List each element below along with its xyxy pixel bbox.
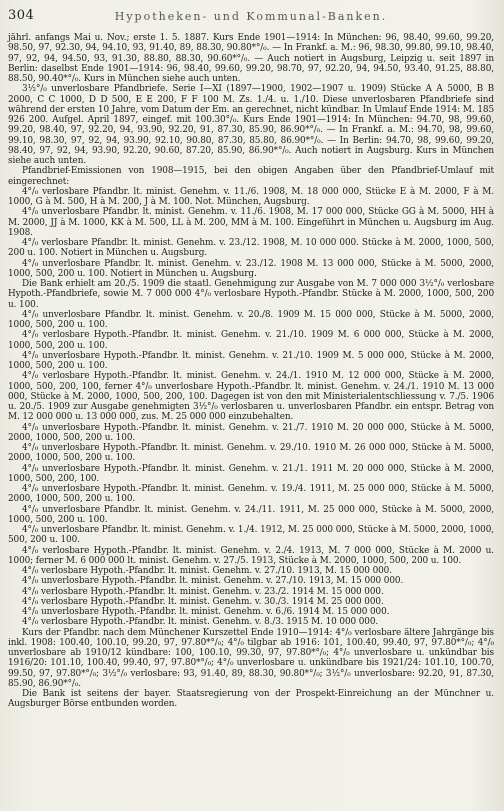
page-number: 304 [8, 8, 35, 23]
paragraph: Die Bank erhielt am 20./5. 1909 die staatl. Genehmigung zur Ausgabe von M. 7 000 000 3½°/₀ verlosbare Hypoth.-Pfandbriefe, sowie M. 7 000 000 4°/₀ verlosbare Hypoth.-Pfandbr. Stücke à M. 2000, 1000, 500, 200 u. 100. [8, 279, 494, 310]
paragraph: 4°/₀ unverlosbare Hypoth.-Pfandbr. lt. minist. Genehm. v. 6./6. 1914 M. 15 000 000. [22, 607, 390, 617]
paragraph: 4°/₀ verlosbare Hypoth.-Pfandbr. lt. minist. Genehm. v. 24./1. 1910 M. 12 000 000, Stücke à M. 2000, 1000, 500, 200, 100, ferner 4°/₀ unverlosbare Hypoth.-Pfandbr. lt. minist. Genehm. v. 24./1. 1910 M. 13 000 000, Stücke à M. 2000, 1000, 500, 200, 100. Dagegen ist von den mit Ministerialentschliessung v. 7./5. 1906 u. 20./5. 1909 zur Ausgabe genehmigten 3½°/₀ verlosbaren u. unverlosbaren Pfandbr. ein entspr. Betrag von M. 12 000 000 u. 13 000 000, zus. M. 25 000 000 einzubehalten. [8, 371, 494, 423]
paragraph: 4°/₀ unverlosbare Hypoth.-Pfandbr. lt. minist. Genehm. v. 21./10. 1909 M. 5 000 000, Stücke à M. 2000, 1000, 500, 200 u. 100. [8, 350, 494, 371]
paragraph: Kurs der Pfandbr. nach dem Münchener Kurszettel Ende 1910—1914: 4°/₀ verlosbare ältere Jahrgänge bis inkl. 1908: 100.40, 100.10, 99.20, 97, 97.80*°/₀; 4°/₀ tilgbar ab 1916: 101, 100.40, 99.40, 97, 97.80*°/₀; 4°/₀ unverlosbare ab 1910/12 kündbare: 100, 100.10, 99.30, 97, 97.80*°/₀; 4°/₀ unverlosbare u. unkündbar bis 1916/20: 101.10, 100.40, 99.40, 97, 97.80*°/₀; 4°/₀ unverlosbare u. unkündbare bis 1921/24: 101.10, 100.70, 99.50, 97, 97.80*°/₀; 3½°/₀ verlosbare: 93, 91.40, 89, 88.30, 90.80*°/₀; 3½°/₀ unverlosbare: 92.20, 91, 87.30, 85.90, 86.90*°/₀. [8, 627, 494, 689]
paragraph: 4°/₀ unverlosbare Hypoth.-Pfandbr. lt. minist. Genehm. v. 21./7. 1910 M. 20 000 000, Stücke à M. 5000, 2000, 1000, 500, 200 u. 100. [8, 422, 494, 443]
paragraph: 4°/₀ verlosbare Hypoth.-Pfandbr. lt. minist. Genehm. v. 30./3. 1914 M. 25 000 000. [22, 596, 384, 607]
paragraph: Pfandbrief-Emissionen von 1908—1915, bei den obigen Angaben über den Pfandbrief-Umlauf mit eingerechnet: [8, 166, 494, 187]
paragraph: 3½°/₀ unverlosbare Pfandbriefe. Serie I—XI (1897—1900, 1902—1907 u. 1909) Stücke A A 5000, B B 2000, C C 1000, D D 500, E E 200, F F 100 M. Zs. 1./4. u. 1./10. Diese unverlosbaren Pfandbriefe sind während der ersten 10 Jahre, vom Datum der Em. an gerechnet, nicht kündbar. In Umlauf Ende 1914: M. 185 926 200. Aufgel. April 1897, eingef. mit 100.30°/₀. Kurs Ende 1901—1914: In München: 94.70, 98, 99.60, 99.20, 98.40, 97, 92.20, 94, 93.90, 92.20, 91, 87.30, 85.90, 86.90*°/₀. — In Frankf. a. M.: 94.70, 98, 99.60, 99.10, 98.30, 97, 92, 94, 93.90, 92.10, 90.80, 87.30, 85.80, 86.90*°/₀. — In Berlin: 94.70, 98, 99.60, 99.20, 98.40, 97, 92, 94, 93.90, 92.20, 90.60, 87.20, 85.90, 86.90*°/₀. Auch notiert in Augsburg. Kurs in München siehe auch unten. [8, 84, 494, 166]
paragraph: 4°/₀ unverlosbare Hypoth.-Pfandbr. lt. minist. Genehm. v. 19./4. 1911, M. 25 000 000, Stücke à M. 5000, 2000, 1000, 500, 200 u. 100. [8, 484, 494, 505]
page-header [8, 8, 494, 28]
paragraph: jährl. anfangs Mai u. Nov.; erste 1. 5. 1887. Kurs Ende 1901—1914: In München: 96, 98.40, 99.60, 99.20, 98.50, 97, 92.30, 94, 94.10, 93, 91.40, 89, 88.30, 90.80*°/₀. — In Frankf. a. M.: 96, 98.30, 99.80, 99.10, 98.40, 97, 92, 94, 94.50, 93, 91.30, 88.80, 88.30, 90.60*°/₀. — Auch notiert in Augsburg, Leipzig u. seit 1897 in Berlin: daselbst Ende 1901—1914: 96, 98.40, 99.60, 99.20, 98.70, 97, 92.20, 94, 94.50, 93.40, 91.25, 88.80, 88.50, 90.40*°/₀. Kurs in München siehe auch unten. [8, 33, 494, 84]
paragraph: 4°/₀ unverlosbare Pfandbr. lt. minist. Genehm. v. 23./12. 1908 M. 13 000 000, Stücke à M. 5000, 2000, 1000, 500, 200 u. 100. Notiert in München u. Augsburg. [8, 258, 494, 279]
paragraph: Die Bank ist seitens der bayer. Staatsregierung von der Prospekt-Einreichung an der Münchner u. Augsburger Börse entbunden worden. [8, 689, 494, 710]
paragraph: 4°/₀ unverlosbare Hypoth.-Pfandbr. lt. minist. Genehm. v. 29./10. 1910 M. 26 000 000, Stücke à M. 5000, 2000, 1000, 500, 200 u. 100. [8, 443, 494, 464]
paragraph: 4°/₀ verlosbare Pfandbr. lt. minist. Genehm. v. 23./12. 1908, M. 10 000 000. Stücke à M. 2000, 1000, 500, 200 u. 100. Notiert in München u. Augsburg. [8, 238, 494, 259]
paragraph: 4°/₀ verlosbare Hypoth.-Pfandbr. lt. minist. Genehm. v. 23./2. 1914 M. 15 000 000. [22, 586, 384, 597]
paragraph: 4°/₀ verlosbare Hypoth.-Pfandbr. lt. minist. Genehm. v. 21./10. 1909 M. 6 000 000, Stücke à M. 2000, 1000, 500, 200 u. 100. [8, 330, 494, 351]
paragraph: 4°/₀ unverlosbare Hypoth.-Pfandbr. lt. minist. Genehm. v. 27./10. 1913, M. 15 000 000. [22, 576, 404, 587]
running-title: Hypotheken- und Kommunal-Banken. [114, 10, 388, 23]
paragraph: 4°/₀ unverlosbare Pfandbr. lt. minist. Genehm. v. 20./8. 1909 M. 15 000 000, Stücke à M. 5000, 2000, 1000, 500, 200 u. 100. [8, 309, 494, 330]
paragraph: 4°/₀ unverlosbare Pfandbr. lt. minist. Genehm. v. 24./11. 1911, M. 25 000 000, Stücke à M. 5000, 2000, 1000, 500, 200 u. 100. [8, 504, 494, 525]
paragraph: 4°/₀ unverlosbare Pfandbr. lt. minist. Genehm. v. 11./6. 1908, M. 17 000 000, Stücke GG à M. 5000, HH à M. 2000, JJ à M. 1000, KK à M. 500, LL à M. 200, MM à M. 100. Eingeführt in München u. Augsburg im Aug. 1908. [8, 207, 494, 238]
paragraph: 4°/₀ verlosbare Hypoth.-Pfandbr. lt. minist. Genehm. v. 8./3. 1915 M. 10 000 000. [22, 617, 379, 628]
paragraph: 4°/₀ verlosbare Hypoth.-Pfandbr. lt. minist. Genehm. v. 2./4. 1913, M. 7 000 000, Stücke à M. 2000 u. 1000; ferner M. 6 000 000 lt. minist. Genehm. v. 27./5. 1913, Stücke à M. 2000, 1000, 500, 200 u. 100. [8, 545, 494, 566]
paragraph: 4°/₀ unverlosbare Pfandbr. lt. minist. Genehm. v. 1./4. 1912, M. 25 000 000, Stücke à M. 5000, 2000, 1000, 500, 200 u. 100. [8, 525, 494, 546]
paragraph: 4°/₀ verlosbare Pfandbr. lt. minist. Genehm. v. 11./6. 1908, M. 18 000 000, Stücke E à M. 2000, F à M. 1000, G à M. 500, H à M. 200, J à M. 100. Not. München, Augsburg. [8, 186, 494, 207]
body-text [8, 33, 494, 710]
paragraph: 4°/₀ verlosbare Hypoth.-Pfandbr. lt. minist. Genehm. v. 27./10. 1913, M. 15 000 000. [22, 566, 392, 576]
paragraph: 4°/₀ unverlosbare Hypoth.-Pfandbr. lt. minist. Genehm. v. 21./1. 1911 M. 20 000 000, Stücke à M. 2000, 1000, 500, 200, 100. [8, 463, 494, 484]
